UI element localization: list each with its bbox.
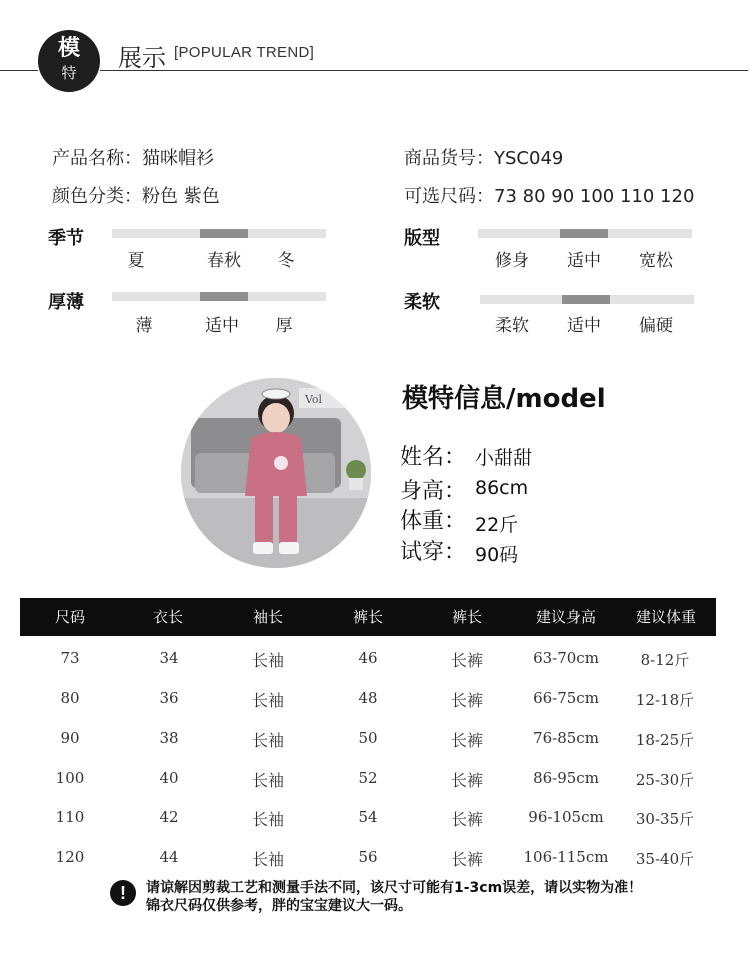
- table-cell: 长裤: [450, 850, 483, 869]
- table-cell: 120: [55, 848, 85, 866]
- model-photo-illustration: [181, 378, 371, 568]
- column-header: 建议体重: [635, 608, 696, 626]
- size-table-header: [20, 598, 716, 636]
- table-cell: 长袖: [251, 810, 284, 829]
- column-header: 裤长: [451, 608, 482, 626]
- scale-label-softness: 柔软: [404, 292, 440, 313]
- scale-option: 适中: [205, 316, 239, 336]
- scale-bar-fit: [478, 229, 692, 238]
- model-size-label: 试穿：: [400, 540, 467, 565]
- table-cell: 长袖: [251, 651, 284, 670]
- product-sku: 商品货号：YSC049: [404, 148, 564, 169]
- table-cell: 50: [358, 729, 378, 747]
- column-header: 建议身高: [535, 608, 596, 626]
- size-note-line-1: 请谅解因剪裁工艺和测量手法不同，该尺寸可能有1-3cm误差，请以实物为准！: [146, 880, 643, 896]
- table-cell: 长袖: [251, 731, 284, 750]
- table-cell: 30-35斤: [635, 810, 695, 828]
- table-cell: 54: [358, 808, 378, 826]
- scale-bar-softness: [480, 295, 694, 304]
- table-cell: 长袖: [251, 691, 284, 710]
- table-cell: 52: [358, 769, 378, 787]
- table-cell: 63-70cm: [533, 649, 599, 667]
- product-sizes: 可选尺码：73 80 90 100 110 120: [404, 186, 695, 207]
- table-cell: 96-105cm: [528, 808, 604, 826]
- scale-option: 修身: [495, 251, 529, 271]
- scale-marker-fit: [560, 229, 608, 238]
- model-info-title: 模特信息/model: [402, 384, 606, 414]
- badge-bottom-char: 特: [61, 64, 77, 82]
- scale-label-season: 季节: [48, 228, 84, 249]
- table-cell: 38: [159, 729, 179, 747]
- table-cell: 76-85cm: [533, 729, 599, 747]
- table-cell: 长裤: [450, 651, 483, 670]
- scale-marker-thickness: [200, 292, 248, 301]
- column-header: 衣长: [152, 608, 183, 626]
- table-cell: 44: [159, 848, 179, 866]
- scale-bar-thickness: [112, 292, 326, 301]
- section-subtitle: [POPULAR TREND]: [174, 44, 315, 61]
- table-cell: 长裤: [450, 771, 483, 790]
- table-cell: 80: [60, 689, 80, 707]
- table-cell: 40: [159, 769, 179, 787]
- product-colors: 颜色分类：粉色 紫色: [52, 186, 220, 207]
- svg-text:Vol: Vol: [305, 393, 323, 406]
- table-cell: 73: [60, 649, 80, 667]
- table-cell: 48: [358, 689, 378, 707]
- model-photo: [181, 378, 371, 568]
- scale-marker-season: [200, 229, 248, 238]
- model-weight-value: 22斤: [475, 514, 519, 536]
- scale-bar-season: [112, 229, 326, 238]
- model-name-value: 小甜甜: [475, 447, 533, 469]
- table-cell: 46: [358, 649, 378, 667]
- table-cell: 106-115cm: [523, 848, 609, 866]
- scale-option: 薄: [135, 316, 153, 336]
- table-cell: 长裤: [450, 810, 483, 829]
- table-cell: 35-40斤: [635, 850, 695, 868]
- header-badge: [38, 30, 100, 92]
- scale-option: 柔软: [495, 316, 529, 336]
- scale-marker-softness: [562, 295, 610, 304]
- scale-option: 适中: [567, 316, 601, 336]
- model-name-label: 姓名：: [400, 445, 467, 470]
- column-header: 袖长: [252, 608, 283, 626]
- table-cell: 56: [358, 848, 378, 866]
- table-cell: 100: [55, 769, 85, 787]
- scale-option: 厚: [275, 316, 293, 336]
- model-height-label: 身高：: [400, 479, 467, 504]
- product-name: 产品名称：猫咪帽衫: [52, 148, 214, 169]
- scale-label-fit: 版型: [404, 228, 440, 249]
- model-size-value: 90码: [475, 544, 519, 566]
- column-header: 裤长: [352, 608, 383, 626]
- table-cell: 34: [159, 649, 179, 667]
- scale-option: 适中: [567, 251, 601, 271]
- header-rule: [100, 70, 748, 71]
- column-header: 尺码: [54, 608, 85, 626]
- table-cell: 66-75cm: [533, 689, 599, 707]
- size-note-line-2: 锦衣尺码仅供参考，胖的宝宝建议大一码。: [146, 898, 412, 914]
- table-cell: 长裤: [450, 731, 483, 750]
- exclamation-icon: !: [110, 880, 136, 906]
- table-cell: 25-30斤: [635, 771, 695, 789]
- table-cell: 110: [55, 808, 85, 826]
- scale-option: 夏: [127, 251, 145, 271]
- header-rule-left: [0, 70, 38, 71]
- table-cell: 42: [159, 808, 179, 826]
- table-cell: 18-25斤: [635, 731, 695, 749]
- badge-top-char: 模: [57, 36, 80, 61]
- model-height-value: 86cm: [475, 477, 529, 499]
- table-cell: 8-12斤: [640, 651, 690, 669]
- scale-option: 偏硬: [639, 316, 673, 336]
- table-cell: 长袖: [251, 850, 284, 869]
- table-cell: 86-95cm: [533, 769, 599, 787]
- scale-option: 春秋: [207, 251, 241, 271]
- scale-label-thickness: 厚薄: [48, 292, 84, 313]
- table-cell: 90: [60, 729, 80, 747]
- scale-option: 宽松: [639, 251, 673, 271]
- table-cell: 12-18斤: [635, 691, 695, 709]
- table-cell: 长裤: [450, 691, 483, 710]
- model-weight-label: 体重：: [400, 509, 467, 534]
- table-cell: 36: [159, 689, 179, 707]
- scale-option: 冬: [277, 251, 295, 271]
- table-cell: 长袖: [251, 771, 284, 790]
- section-title: 展示: [118, 44, 166, 72]
